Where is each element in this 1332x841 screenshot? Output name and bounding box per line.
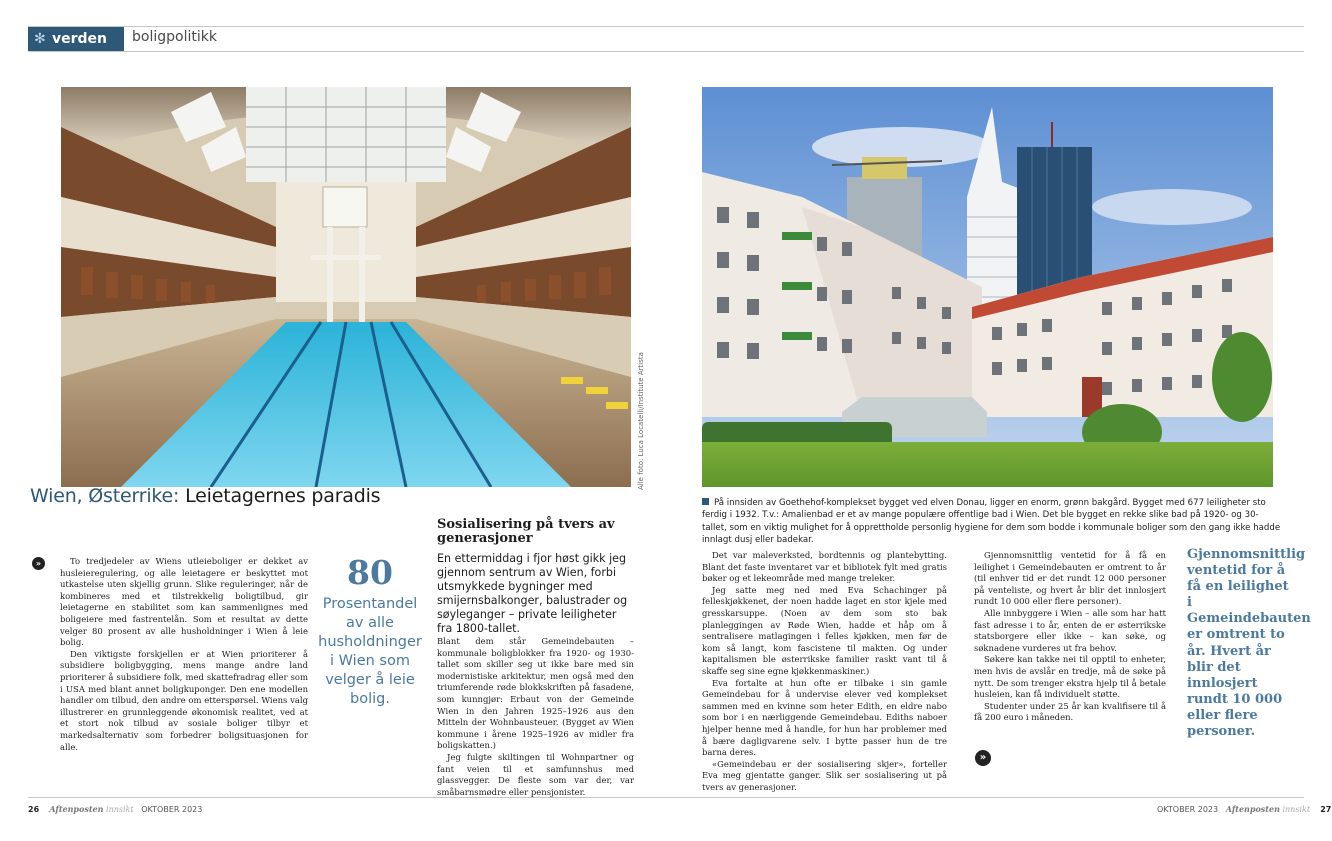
body-column-1: To tredjedeler av Wiens utleieboliger er dekket av husleieregulering, og alle leietagere er beskyttet mot utkastelse uten skjellig grunn. Slike reguleringer, når de kombineres med et tilstrekkelig boligtilbud, gir leietagerne en stabilitet som kan sammenlignes med boligeiere med fastrentelån. Som et resultat av dette velger 80 prosent av alle husholdninger i Wien å leie bolig. Den viktigste forskjellen er at Wien prioriterer å subsidiere boligbygging, mens mange andre land prioriterer å subsidiere folk, med skattefradrag eller som i USA med blant annet boligkuponger. Den ene modellen handler om tilbud, den andre om etterspørsel. Wiens valg illustrerer en grunnleggende økonomisk realitet, ved at et stort nok tilbud av sosiale boliger tilbyr et markedsalternativ som forbedrer boligsituasjonen for alle. [60,556,308,752]
stat-text: Prosentandel av alle husholdninger i Wien som velger å leie bolig. [318,596,422,707]
continue-arrow-icon: » [32,557,45,570]
snowflake-icon: ✻ [34,31,46,47]
body-column-2: Blant dem står Gemeindebauten – kommunale boligblokker fra 1920- og 1930-tallet som skiller seg ut ikke bare med sin modernistiske arkitektur, men også med den triumferende røde blokkskriften på fasadene, som kunngjør: Erbaut von der Gemeinde Wien in den Jahren 1925–1926 aus den Mitteln der Wohnbausteuer. (Bygget av Wien kommune i årene 1925–1926 av midler fra boligskatten.) Jeg fulgte skiltingen til Wohnpartner og fant veien til et samfunnshus med glassvegger. De fleste som var der, var småbarnsmødre eller pensjonister. [437,636,634,797]
continue-arrow-icon: » [975,750,991,766]
stat-number: 80 [347,553,393,592]
footer-right: OKTOBER 2023 Aftenposten innsikt 27 [1157,804,1332,814]
footer-left: 26 Aftenposten innsikt OKTOBER 2023 [28,804,203,814]
pull-quote: Gjennomsnittlig ventetid for å få en leilighet i Gemeindebauten er omtrent to år. Hvert år blir det innlosjert rundt 10 000 eller flere personer. [1187,547,1311,740]
section-name: boligpolitikk [132,29,217,45]
pool-photo [61,87,631,487]
lead-paragraph: En ettermiddag i fjor høst gikk jeg gjennom sentrum av Wien, forbi utsmykkede bygninger med smijernsbalkonger, balustrader og søyleganger – private leiligheter fra 1800-tallet. [437,552,628,636]
footer-rule [28,797,1304,798]
header-rule-top [28,26,1304,27]
courtyard-photo [702,87,1273,487]
body-column-3: Det var maleverksted, bordtennis og plantebytting. Blant det faste inventaret var et bibliotek fylt med gratis bøker og et lekeområde med mange treleker. Jeg satte meg ned med Eva Schachinger på felleskjøkkenet, der noen hadde laget en stor kjele med gresskarsuppe. (Noen av dem som sto bak planleggingen av Røde Wien, hadde et håp om å sentralisere matlagingen i felles kjøkken, men før de kom så langt, kom fascistene til makten. Og under kapitalismen ble østerrikske familier raskt vant til å skaffe seg sine egne kjøkkenmaskiner.) Eva fortalte at hun ofte er tilbake i sin gamle Gemeindebau for å undervise elever ved komplekset sammen med en kvinne som heter Edith, en eldre nabo som bor i en nærliggende Gemeindebau. Ediths naboer hjelper henne med å handle, for hun har problemer med å bære dagligvarene selv. I bytte passer hun de tre barna deres. «Gemeindebau er der sosialisering skjer», forteller Eva meg gjentatte ganger. Slik ser sosialisering ut på tvers av generasjoner. [702,550,947,792]
article-title: Wien, Østerrike: Leietagernes paradis [30,485,381,507]
caption-marker [702,498,709,505]
photo-credit: Alle foto: Luca Locatelli/Institute Artista [637,352,645,490]
subheading: Sosialisering på tvers av generasjoner [437,517,615,546]
body-column-4: Gjennomsnittlig ventetid for å få en leilighet i Gemeindebauten er omtrent to år (til enhver tid er det rundt 12 000 personer på venteliste, og hvert år blir det innlosjert rundt 10 000 eller flere personer). Alle innbyggere i Wien – alle som har hatt fast adresse i to år, enten de er østerrikske statsborgere eller ikke – kan søke, og søknadene vurderes ut fra behov. Søkere kan takke nei til opptil to enheter, men hvis de avslår en tredje, må de søke på nytt. De som trenger ekstra hjelp til å betale husleien, kan få individuelt støtte. Studenter under 25 år kan kvalifisere til å få 200 euro i måneden. [974,550,1166,723]
header-rule-bottom [28,51,1304,52]
photo-caption: På innsiden av Goethehof-komplekset bygget ved elven Donau, ligger en enorm, grønn bakgård. Bygget med 677 leiligheter sto ferdig i 1932. T.v.: Amalienbad er et av mange populære offentlige bad i Wien. Det ble bygget en rekke slike bad på 1920- og 30-tallet, som en viktig mulighet for å opprettholde personlig hygiene for dem som bodde i kommunale boliger som den gang ikke hadde innlagt dusj eller badekar. [702,498,1281,545]
section-tag: ✻ verden [28,27,124,51]
